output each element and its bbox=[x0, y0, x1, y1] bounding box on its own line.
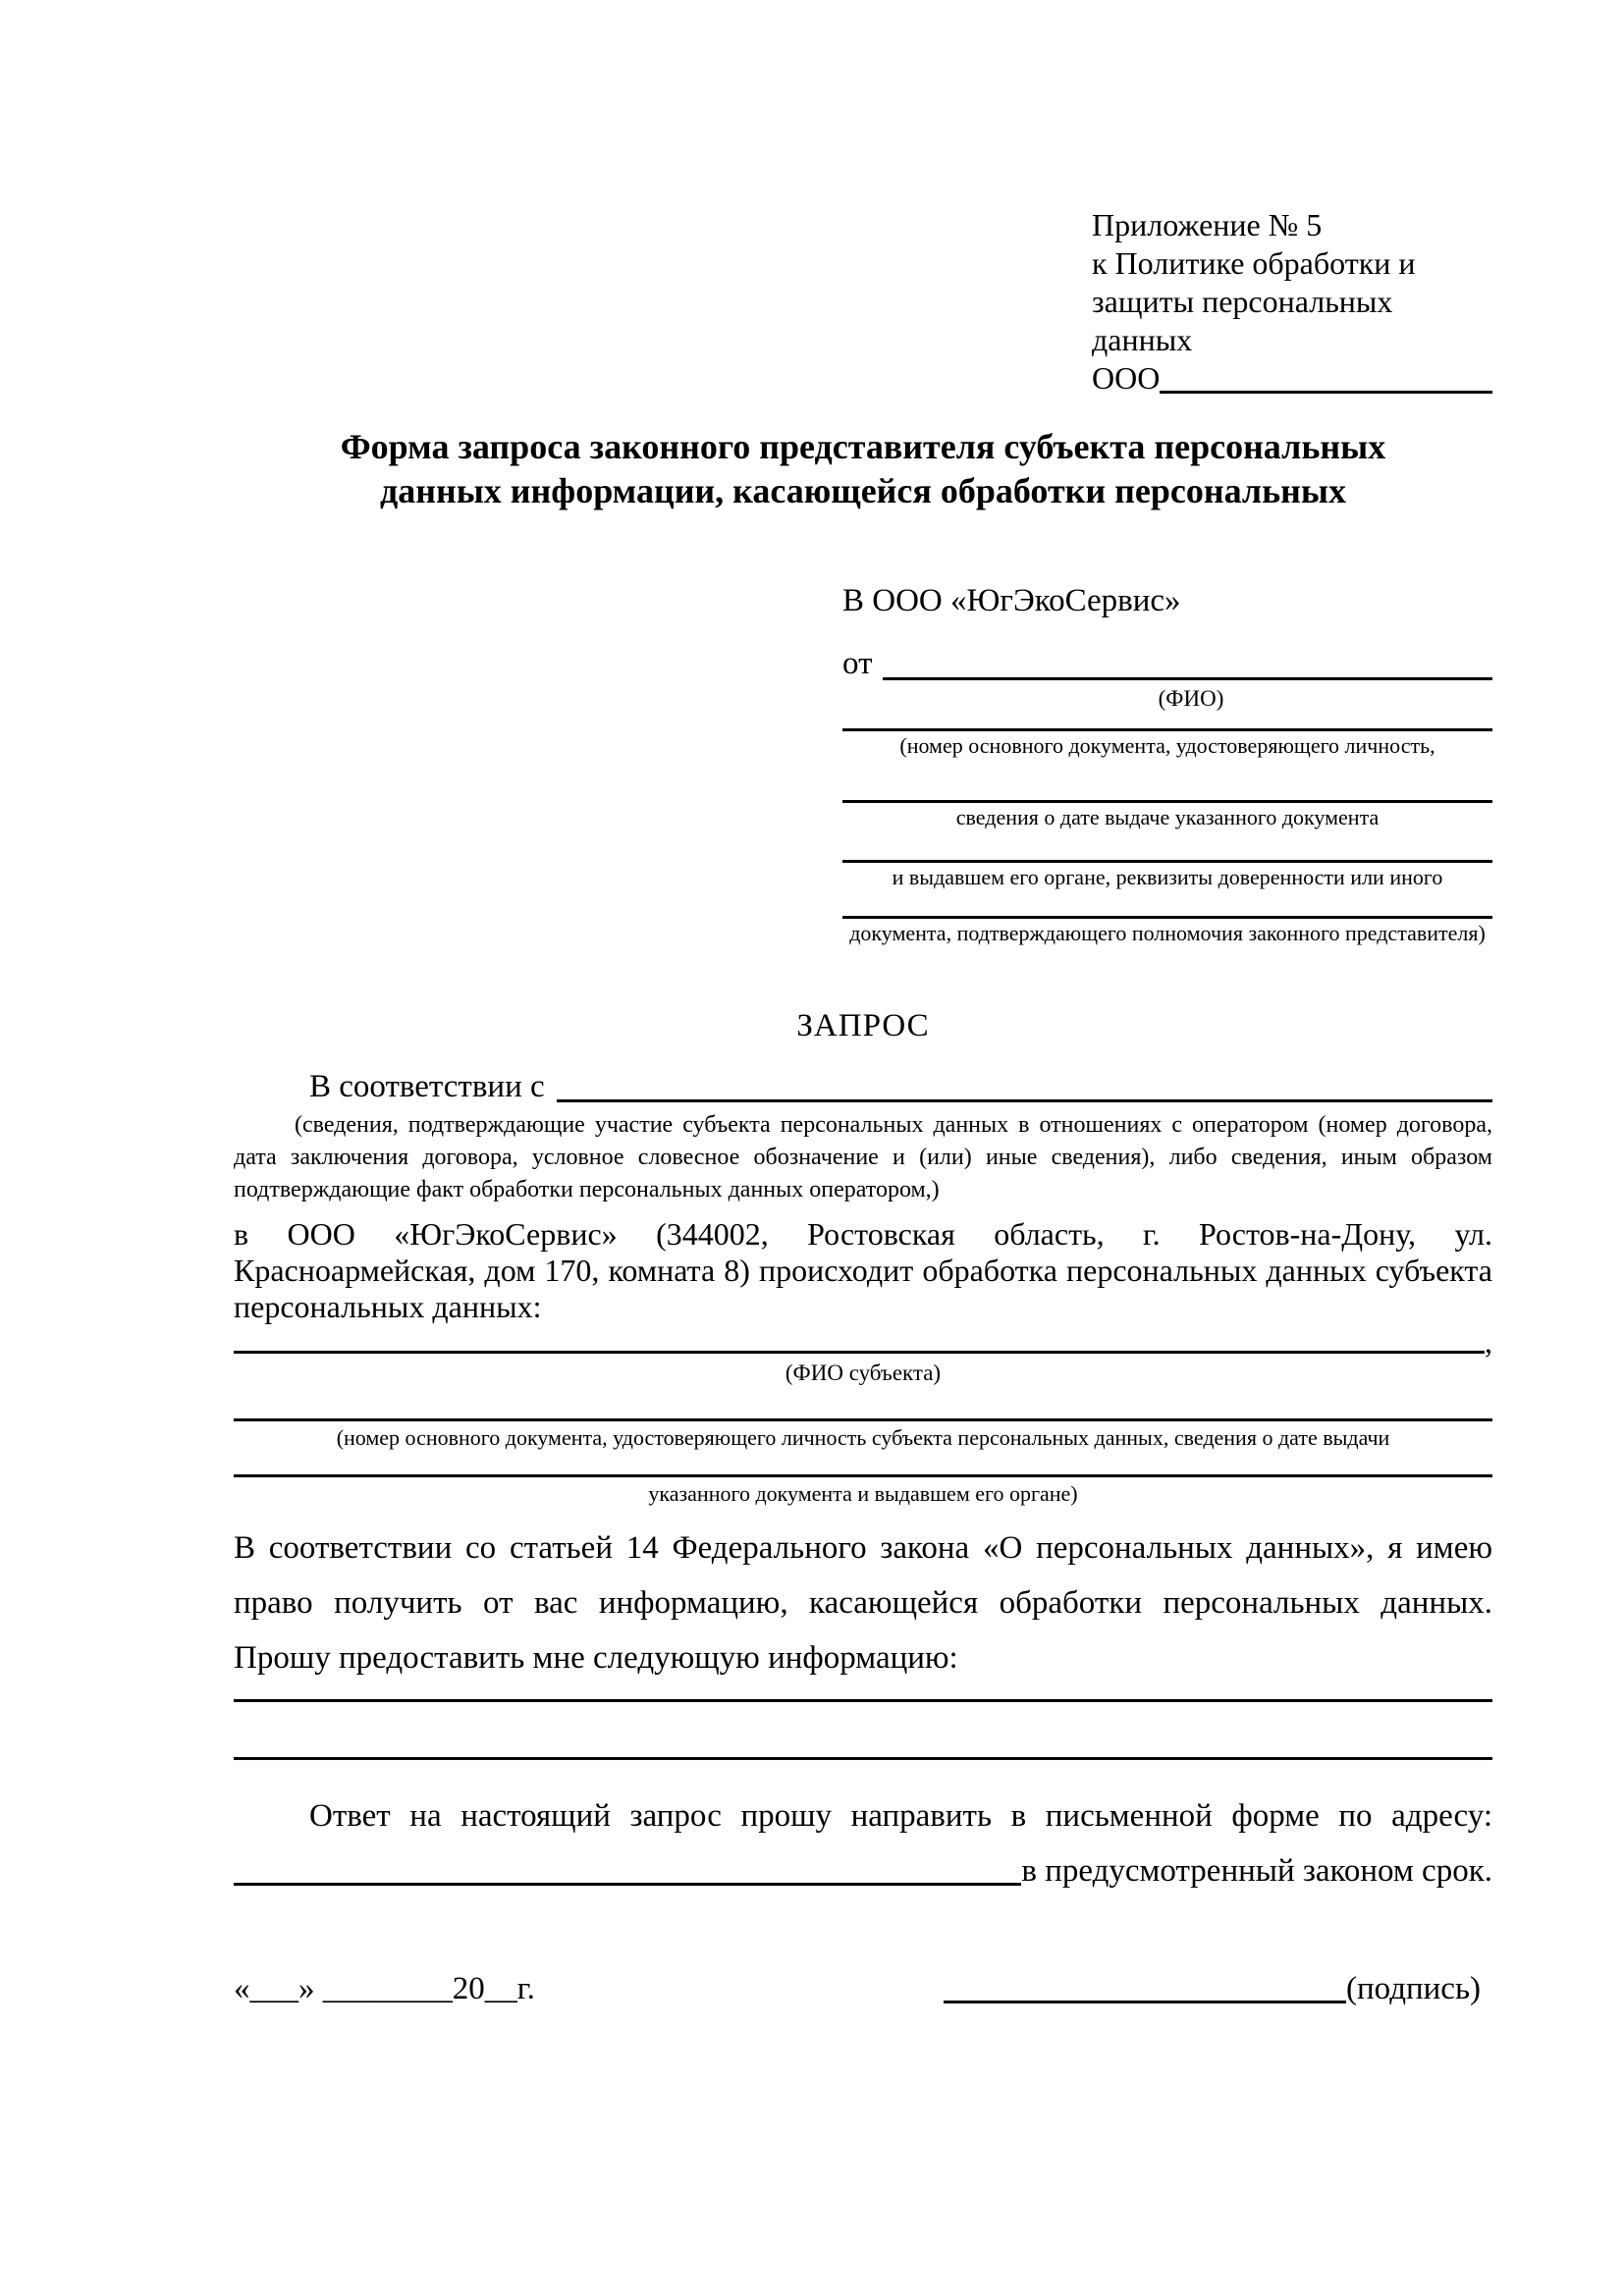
subject-doc-caption-1: (номер основного документа, удостоверяющего личность субъекта персональных данных, сведения о дате выдачи bbox=[336, 1425, 1390, 1450]
processing-paragraph: в ООО «ЮгЭкоСервис» (344002, Ростовская область, г. Ростов-на-Дону, ул. Красноармейская, дом 170, комната 8) происходит обработка персональных данных субъекта персональных данных: bbox=[234, 1216, 1492, 1324]
representative-doc-field-4 bbox=[842, 899, 1492, 945]
subject-doc-blank-line-1 bbox=[234, 1386, 1492, 1421]
appendix-org-row bbox=[1092, 359, 1492, 398]
recipient-organization: В ООО «ЮгЭкоСервис» bbox=[842, 583, 1181, 618]
footer-row bbox=[234, 1968, 1492, 2009]
deadline-text: в предусмотренный законом срок. bbox=[1021, 1853, 1492, 1889]
field-caption: документа, подтверждающего полномочия законного представителя) bbox=[849, 921, 1486, 945]
subject-fio-caption: (ФИО субъекта) bbox=[785, 1361, 942, 1385]
blank-field-line bbox=[842, 899, 1492, 919]
representative-doc-field-1 bbox=[842, 712, 1492, 758]
blank-field-line bbox=[842, 712, 1492, 731]
subject-fio-blank-line bbox=[234, 1351, 1485, 1354]
field-caption: (номер основного документа, удостоверяющего личность, bbox=[899, 733, 1435, 758]
answer-blank-line-1 bbox=[234, 1685, 1492, 1702]
org-name-blank-line bbox=[1160, 391, 1492, 394]
from-row bbox=[842, 643, 1492, 684]
date-template: «___» ________20__г. bbox=[234, 1971, 535, 2006]
signature-caption: (подпись) bbox=[1346, 1971, 1481, 2006]
fio-caption: (ФИО) bbox=[1158, 686, 1224, 711]
accordance-lead: В соответствии с bbox=[309, 1069, 545, 1104]
accordance-caption: (сведения, подтверждающие участие субъекта персональных данных в отношениях с оператором (номер договора, дата заключения договора, условное словесное обозначение и (или) иные сведения), либо сведения, иным образом подтверждающие факт обработки персональных данных оператором,) bbox=[234, 1112, 1492, 1202]
blank-field-line bbox=[842, 783, 1492, 803]
accordance-blank-line bbox=[557, 1099, 1492, 1102]
blank-field-line bbox=[842, 843, 1492, 863]
addressee-block bbox=[842, 580, 1492, 945]
subject-fio-row bbox=[234, 1325, 1492, 1359]
subject-doc-caption-2: указанного документа и выдавшем его органе) bbox=[648, 1481, 1078, 1506]
from-label: от bbox=[842, 646, 873, 681]
appendix-line-1: Приложение № 5 bbox=[1092, 207, 1323, 242]
trailing-comma: , bbox=[1485, 1324, 1492, 1360]
from-name-blank-line bbox=[883, 677, 1493, 680]
accordance-row bbox=[234, 1067, 1492, 1106]
rights-paragraph: В соответствии со статьей 14 Федерального закона «О персональных данных», я имею право получить от вас информацию, касающейся обработки персональных данных. Прошу предоставить мне следующую информацию: bbox=[234, 1530, 1492, 1676]
response-address-row bbox=[234, 1850, 1492, 1892]
response-paragraph: Ответ на настоящий запрос прошу направить в письменной форме по адресу: bbox=[309, 1798, 1492, 1834]
appendix-line-2: к Политике обработки и bbox=[1092, 245, 1416, 281]
address-blank-line bbox=[234, 1883, 1021, 1886]
field-caption: сведения о дате выдаче указанного документа bbox=[955, 805, 1380, 829]
appendix-line-3: защиты персональных данных bbox=[1092, 284, 1393, 357]
document-title-line-2: данных информации, касающейся обработки персональных bbox=[380, 471, 1346, 510]
field-caption: и выдавшем его органе, реквизиты доверенности или иного bbox=[892, 865, 1443, 889]
representative-doc-field-3 bbox=[842, 843, 1492, 889]
request-heading: ЗАПРОС bbox=[796, 1008, 930, 1043]
appendix-block bbox=[1092, 206, 1492, 398]
document-title-line-1: Форма запроса законного представителя субъекта персональных bbox=[340, 427, 1386, 466]
org-prefix: ООО bbox=[1092, 360, 1161, 396]
representative-doc-field-2 bbox=[842, 783, 1492, 829]
subject-doc-blank-line-2 bbox=[234, 1451, 1492, 1477]
signature-blank-line bbox=[944, 2001, 1346, 2003]
document-title bbox=[234, 425, 1492, 513]
answer-blank-line-2 bbox=[234, 1702, 1492, 1760]
signature-group bbox=[944, 1968, 1481, 2009]
